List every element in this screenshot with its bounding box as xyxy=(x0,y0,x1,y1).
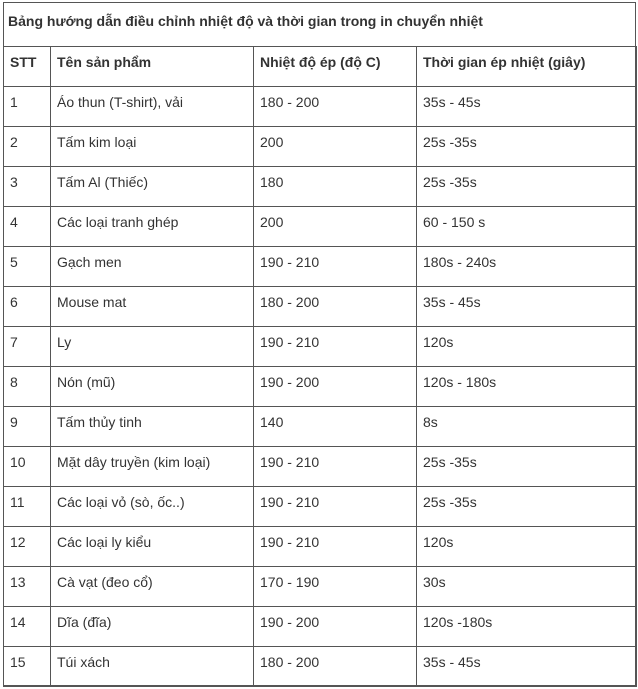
table-row xyxy=(4,447,637,487)
cell-stt: 4 xyxy=(4,207,51,247)
table-title: Bảng hướng dẫn điều chỉnh nhiệt độ và thời gian trong in chuyển nhiệt xyxy=(8,13,483,29)
table-row xyxy=(4,407,637,447)
cell-press-time: 25s -35s xyxy=(417,487,637,527)
cell-temperature: 200 xyxy=(254,127,417,167)
cell-stt: 3 xyxy=(4,167,51,207)
cell-press-time: 25s -35s xyxy=(417,447,637,487)
table-row xyxy=(4,87,637,127)
cell-press-time: 25s -35s xyxy=(417,127,637,167)
cell-product-name: Dĩa (đĩa) xyxy=(51,607,254,647)
table-row xyxy=(4,647,637,687)
cell-product-name: Các loại vỏ (sò, ốc..) xyxy=(51,487,254,527)
cell-temperature: 190 - 210 xyxy=(254,447,417,487)
cell-press-time: 25s -35s xyxy=(417,167,637,207)
cell-product-name: Cà vạt (đeo cổ) xyxy=(51,567,254,607)
cell-temperature: 190 - 210 xyxy=(254,527,417,567)
cell-temperature: 180 - 200 xyxy=(254,87,417,127)
cell-product-name: Mặt dây truyền (kim loại) xyxy=(51,447,254,487)
cell-temperature: 170 - 190 xyxy=(254,567,417,607)
table-row xyxy=(4,607,637,647)
cell-product-name: Tấm Al (Thiếc) xyxy=(51,167,254,207)
table-row xyxy=(4,527,637,567)
table-row xyxy=(4,287,637,327)
cell-press-time: 120s xyxy=(417,527,637,567)
table-row xyxy=(4,367,637,407)
table-row xyxy=(4,327,637,367)
cell-stt: 13 xyxy=(4,567,51,607)
table-row xyxy=(4,247,637,287)
cell-temperature: 180 - 200 xyxy=(254,647,417,687)
cell-press-time: 180s - 240s xyxy=(417,247,637,287)
cell-stt: 12 xyxy=(4,527,51,567)
cell-temperature: 190 - 200 xyxy=(254,367,417,407)
cell-press-time: 8s xyxy=(417,407,637,447)
cell-stt: 8 xyxy=(4,367,51,407)
cell-stt: 10 xyxy=(4,447,51,487)
cell-product-name: Mouse mat xyxy=(51,287,254,327)
cell-temperature: 200 xyxy=(254,207,417,247)
cell-product-name: Các loại ly kiểu xyxy=(51,527,254,567)
table-row xyxy=(4,207,637,247)
table-body xyxy=(4,87,637,687)
cell-product-name: Gạch men xyxy=(51,247,254,287)
table-header-row xyxy=(4,47,637,87)
header-press-time: Thời gian ép nhiệt (giây) xyxy=(417,47,637,87)
cell-stt: 2 xyxy=(4,127,51,167)
cell-press-time: 35s - 45s xyxy=(417,87,637,127)
cell-stt: 11 xyxy=(4,487,51,527)
cell-temperature: 180 - 200 xyxy=(254,287,417,327)
cell-temperature: 190 - 210 xyxy=(254,247,417,287)
cell-product-name: Nón (mũ) xyxy=(51,367,254,407)
cell-stt: 14 xyxy=(4,607,51,647)
cell-temperature: 190 - 210 xyxy=(254,327,417,367)
cell-press-time: 120s -180s xyxy=(417,607,637,647)
cell-stt: 15 xyxy=(4,647,51,687)
cell-temperature: 140 xyxy=(254,407,417,447)
table-row xyxy=(4,487,637,527)
cell-press-time: 120s - 180s xyxy=(417,367,637,407)
cell-press-time: 35s - 45s xyxy=(417,647,637,687)
cell-product-name: Tấm thủy tinh xyxy=(51,407,254,447)
cell-product-name: Áo thun (T-shirt), vải xyxy=(51,87,254,127)
cell-stt: 1 xyxy=(4,87,51,127)
cell-press-time: 60 - 150 s xyxy=(417,207,637,247)
cell-product-name: Túi xách xyxy=(51,647,254,687)
cell-stt: 6 xyxy=(4,287,51,327)
heat-press-table xyxy=(3,46,637,687)
table-row xyxy=(4,567,637,607)
table-row xyxy=(4,127,637,167)
header-temperature: Nhiệt độ ép (độ C) xyxy=(254,47,417,87)
cell-press-time: 30s xyxy=(417,567,637,607)
header-stt: STT xyxy=(4,47,51,87)
table-row xyxy=(4,167,637,207)
cell-press-time: 35s - 45s xyxy=(417,287,637,327)
header-product-name: Tên sản phẩm xyxy=(51,47,254,87)
cell-temperature: 190 - 200 xyxy=(254,607,417,647)
cell-temperature: 180 xyxy=(254,167,417,207)
cell-temperature: 190 - 210 xyxy=(254,487,417,527)
cell-press-time: 120s xyxy=(417,327,637,367)
cell-product-name: Các loại tranh ghép xyxy=(51,207,254,247)
cell-product-name: Ly xyxy=(51,327,254,367)
cell-stt: 7 xyxy=(4,327,51,367)
cell-stt: 9 xyxy=(4,407,51,447)
cell-product-name: Tấm kim loại xyxy=(51,127,254,167)
cell-stt: 5 xyxy=(4,247,51,287)
